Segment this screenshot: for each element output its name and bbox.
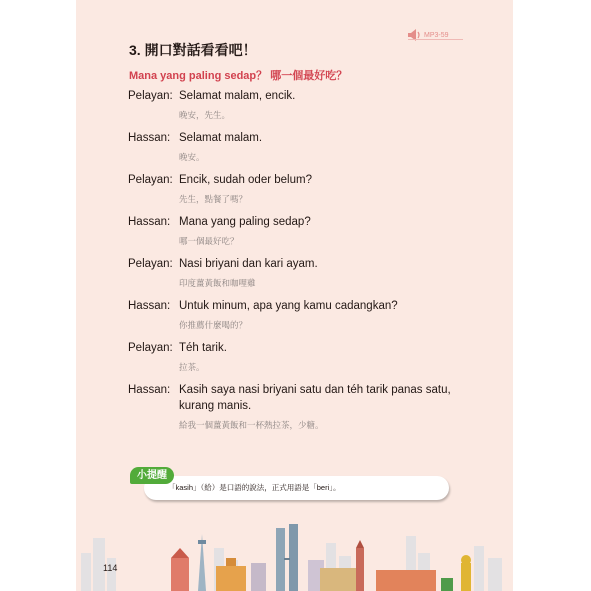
dialogue-turn <box>128 382 458 440</box>
malay-line: Selamat malam. <box>179 132 263 144</box>
malay-line: Téh tarik. <box>179 342 227 354</box>
malay-line: Kasih saya nasi briyani satu dan téh tarik panas satu, <box>179 384 451 396</box>
tip-box <box>144 476 449 500</box>
dialogue-turn <box>128 88 458 130</box>
malay-line: Mana yang paling sedap? <box>179 216 311 228</box>
malay-line: Nasi briyani dan kari ayam. <box>179 258 318 270</box>
dialogue-turn <box>128 214 458 256</box>
audio-track-marker[interactable] <box>408 29 449 41</box>
dialogue <box>128 88 458 440</box>
dialogue-turn <box>128 256 458 298</box>
speaker-name: Hassan: <box>128 384 171 396</box>
chinese-translation: 你推薦什麼喝的？ <box>179 320 248 330</box>
chinese-translation: 哪一個最好吃？ <box>179 236 239 246</box>
malay-line: Encik, sudah oder belum? <box>179 174 312 186</box>
page-number: 114 <box>103 563 118 573</box>
chinese-translation: 晚安，先生。 <box>179 110 231 120</box>
section-title: 3. 開口對話看看吧！ <box>129 42 257 58</box>
dialogue-turn <box>128 172 458 214</box>
tip-badge: 小提醒 <box>130 467 174 484</box>
speaker-name: Hassan: <box>128 300 171 312</box>
dialogue-turn <box>128 298 458 340</box>
city-skyline-illustration <box>76 518 513 591</box>
dialogue-turn <box>128 130 458 172</box>
speaker-name: Hassan: <box>128 132 171 144</box>
speaker-name: Pelayan: <box>128 258 173 270</box>
dialogue-turn <box>128 340 458 382</box>
malay-line-continued: kurang manis. <box>179 400 252 412</box>
speaker-name: Pelayan: <box>128 90 173 102</box>
tip-text: 「kasih」（給）是口語的說法，正式用語是「beri」。 <box>168 483 341 492</box>
dialogue-title: Mana yang paling sedap？ 哪一個最好吃？ <box>129 70 348 82</box>
speaker-name: Pelayan: <box>128 342 173 354</box>
audio-track-label: MP3-59 <box>424 31 449 39</box>
chinese-translation: 先生，點餐了嗎？ <box>179 194 248 204</box>
malay-line: Untuk minum, apa yang kamu cadangkan? <box>179 300 398 312</box>
audio-marker-line <box>408 39 463 40</box>
chinese-translation: 給我一個薑黃飯和一杯熱拉茶，少糖。 <box>179 420 324 430</box>
chinese-translation: 晚安。 <box>179 152 205 162</box>
malay-line: Selamat malam, encik. <box>179 90 296 102</box>
speaker-name: Hassan: <box>128 216 171 228</box>
chinese-translation: 印度薑黃飯和咖哩雞 <box>179 278 256 288</box>
chinese-translation: 拉茶。 <box>179 362 205 372</box>
speaker-name: Pelayan: <box>128 174 173 186</box>
